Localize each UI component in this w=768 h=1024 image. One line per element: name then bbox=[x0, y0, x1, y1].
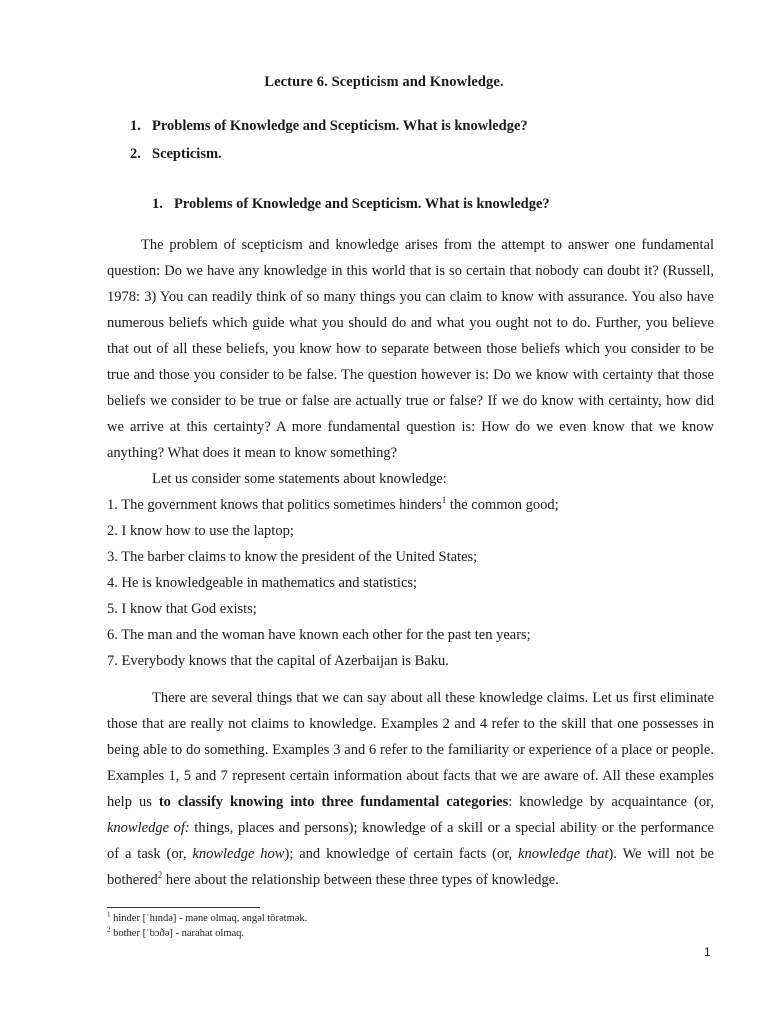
statement-list bbox=[107, 492, 714, 674]
section-heading bbox=[152, 196, 550, 213]
lecture-title: Lecture 6. Scepticism and Knowledge. bbox=[264, 74, 504, 90]
footnote-text: hinder [ˈhɪndə] - məne olmaq, əngəl törətmək. bbox=[110, 913, 308, 924]
toc-item bbox=[130, 112, 528, 140]
list-item-text: the common good; bbox=[446, 497, 559, 513]
paragraph-intro: The problem of scepticism and knowledge arises from the attempt to answer one fundamental question: Do we have any knowledge in this world that is so certain that nobody can doubt it? (Russell, 1978: 3) You can readily think of so many things you can claim to know with assurance. You also have numerous beliefs which guide what you should do and what you ought not to do. Further, you believe that out of all these beliefs, you know how to separate between those beliefs which you consider to be true and those you consider to be false. The question however is: Do we know with certainty that those beliefs we consider to be true or false are actually true or false? If we do know with certainty, how did we arrive at this certainty? A more fundamental question is: How do we even know that we know anything? What does it mean to know something? bbox=[107, 237, 714, 461]
section-number: 1. bbox=[152, 196, 163, 212]
paragraph-text: here about the relationship between these three types of knowledge. bbox=[162, 872, 559, 888]
footnote-ref: 2 bbox=[157, 870, 163, 881]
italic-term: knowledge how bbox=[192, 846, 285, 862]
list-item-text: 1. The government knows that politics sometimes hinders bbox=[107, 497, 442, 513]
paragraph-text: : knowledge by acquaintance (or, bbox=[508, 794, 714, 810]
list-item: 3. The barber claims to know the president of the United States; bbox=[107, 549, 478, 565]
page-number: 1 bbox=[704, 945, 711, 959]
list-item: 6. The man and the woman have known each other for the past ten years; bbox=[107, 627, 531, 643]
list-intro-text: Let us consider some statements about knowledge: bbox=[152, 471, 447, 487]
toc-item bbox=[130, 140, 528, 168]
list-item: 7. Everybody knows that the capital of Azerbaijan is Baku. bbox=[107, 653, 449, 669]
list-item: 5. I know that God exists; bbox=[107, 601, 257, 617]
table-of-contents bbox=[130, 112, 528, 168]
list-intro bbox=[107, 466, 714, 492]
italic-term: knowledge that bbox=[518, 846, 609, 862]
footnote-number: 1 bbox=[107, 910, 111, 919]
list-item: 4. He is knowledgeable in mathematics and statistics; bbox=[107, 575, 418, 591]
footnote-text: bother [ˈbɔðə] - narahat olmaq. bbox=[110, 928, 245, 939]
toc-item-text: Scepticism. bbox=[152, 146, 222, 162]
paragraph-text: ). We will not be bothered bbox=[107, 846, 714, 888]
toc-item-number: 2. bbox=[130, 146, 141, 162]
footnotes bbox=[107, 911, 307, 941]
footnote bbox=[107, 926, 307, 941]
paragraph-text: There are several things that we can say about all these knowledge claims. Let us first eliminate those that are really not claims to knowledge. Examples 2 and 4 refer to the skill that one possesses in being able to do something. Examples 3 and 6 refer to the familiarity or experience of a place or people. Examples 1, 5 and 7 represent certain information about facts that we are aware of. All these examples help us bbox=[107, 690, 714, 810]
footnote-number: 2 bbox=[107, 925, 111, 934]
section-title: Problems of Knowledge and Scepticism. What is knowledge? bbox=[174, 196, 550, 212]
footnote-ref: 1 bbox=[441, 495, 447, 506]
bold-phrase: to classify knowing into three fundamental categories bbox=[158, 794, 509, 810]
paragraph-classification bbox=[107, 685, 714, 893]
paragraph-text: things, places and persons); knowledge of a skill or a special ability or the performance of a task (or, bbox=[107, 820, 714, 862]
toc-item-number: 1. bbox=[130, 118, 141, 134]
paragraph-text: ); and knowledge of certain facts (or, bbox=[284, 846, 519, 862]
toc-item-text: Problems of Knowledge and Scepticism. What is knowledge? bbox=[152, 118, 528, 134]
footnote bbox=[107, 911, 307, 926]
footnote-separator bbox=[107, 907, 260, 908]
list-item bbox=[107, 492, 714, 518]
list-item: 2. I know how to use the laptop; bbox=[107, 523, 294, 539]
italic-term: knowledge of: bbox=[107, 820, 190, 836]
